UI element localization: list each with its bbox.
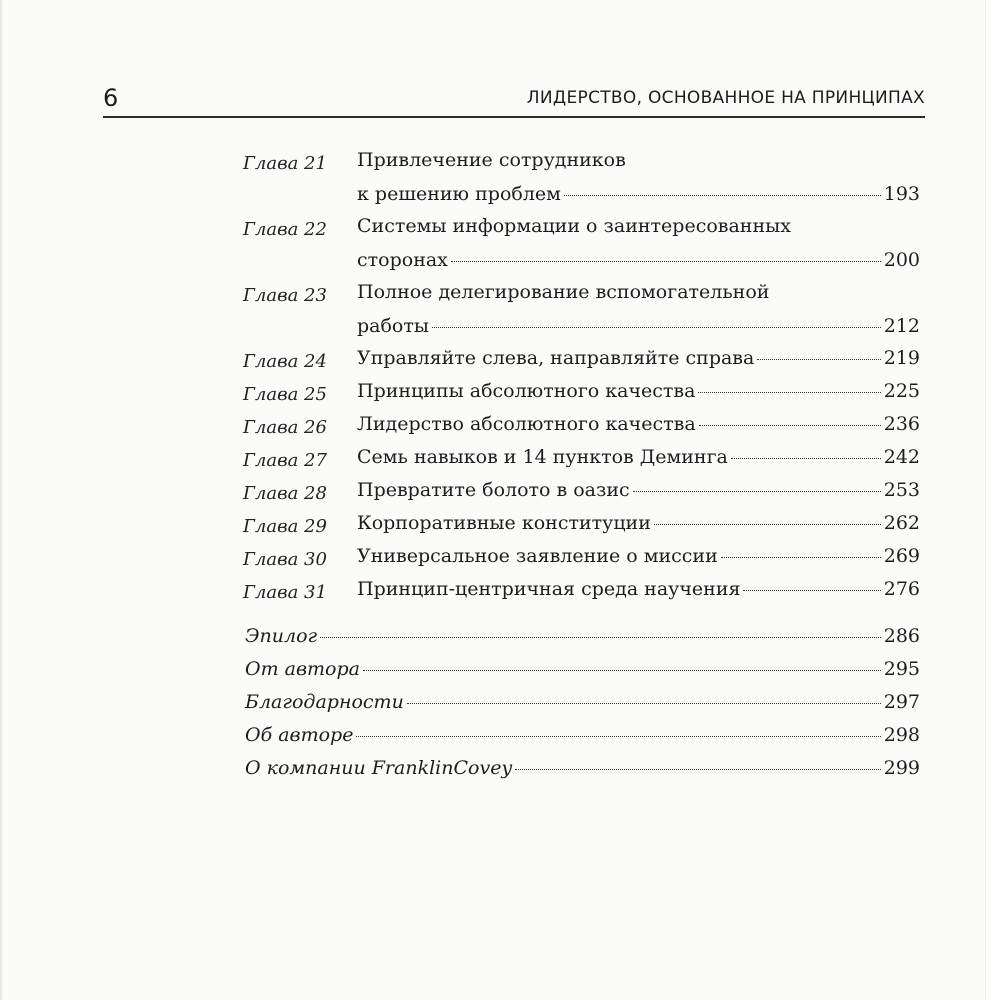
toc-title-line <box>245 625 920 655</box>
section-title: Благодарности <box>245 691 404 713</box>
page-ref: 212 <box>883 315 920 337</box>
chapter-title: Управляйте слева, направляйте справа <box>357 347 755 369</box>
dot-leader <box>654 524 881 525</box>
page-number: 6 <box>103 84 119 112</box>
toc-title-line <box>357 545 920 575</box>
toc-title-line <box>245 724 920 754</box>
chapter-label: Глава 23 <box>243 285 327 306</box>
toc-title-line <box>357 347 920 377</box>
chapter-title: Системы информации о заинтересованных <box>357 215 791 237</box>
dot-leader <box>757 359 880 360</box>
dot-leader <box>432 327 881 328</box>
chapter-label: Глава 26 <box>243 417 327 438</box>
chapter-label: Глава 22 <box>243 219 327 240</box>
chapter-title: Привлечение сотрудников <box>357 149 626 171</box>
chapter-title: Принципы абсолютного качества <box>357 380 696 402</box>
chapter-title: Лидерство абсолютного качества <box>357 413 696 435</box>
dot-leader <box>699 425 881 426</box>
dot-leader <box>515 769 881 770</box>
page-ref: 295 <box>883 658 920 680</box>
toc-title-line-2 <box>357 249 920 279</box>
toc-title-line <box>357 413 920 443</box>
section-title: Эпилог <box>245 625 318 647</box>
page-ref: 219 <box>883 347 920 369</box>
dot-leader <box>721 557 881 558</box>
toc-title-line <box>357 578 920 608</box>
chapter-label: Глава 31 <box>243 582 327 603</box>
dot-leader <box>407 703 881 704</box>
page-ref: 262 <box>883 512 920 534</box>
toc-title-line <box>245 757 920 787</box>
toc-title-line <box>357 380 920 410</box>
chapter-label: Глава 28 <box>243 483 327 504</box>
chapter-title-cont: сторонах <box>357 249 448 271</box>
toc-title-line <box>245 691 920 721</box>
dot-leader <box>698 392 880 393</box>
page-ref: 269 <box>883 545 920 567</box>
dot-leader <box>743 590 880 591</box>
page-ref: 242 <box>883 446 920 468</box>
toc-title-line <box>357 479 920 509</box>
chapter-title: Универсальное заявление о миссии <box>357 545 718 567</box>
chapter-title: Семь навыков и 14 пунктов Деминга <box>357 446 728 468</box>
chapter-title: Превратите болото в оазис <box>357 479 630 501</box>
chapter-label: Глава 24 <box>243 351 327 372</box>
toc-title-line-1 <box>357 215 920 245</box>
toc-title-line <box>245 658 920 688</box>
toc-title-line-2 <box>357 183 920 213</box>
toc-title-line-1 <box>357 149 920 179</box>
chapter-label: Глава 29 <box>243 516 327 537</box>
page-ref: 286 <box>883 625 920 647</box>
page-ref: 236 <box>883 413 920 435</box>
chapter-title: Корпоративные конституции <box>357 512 651 534</box>
chapter-title: Принцип-центричная среда научения <box>357 578 741 600</box>
dot-leader <box>356 736 880 737</box>
page-ref: 276 <box>883 578 920 600</box>
chapter-title-cont: работы <box>357 315 430 337</box>
chapter-label: Глава 21 <box>243 153 327 174</box>
page-ref: 253 <box>883 479 920 501</box>
toc-title-line-2 <box>357 315 920 345</box>
dot-leader <box>731 458 881 459</box>
dot-leader <box>363 670 881 671</box>
chapter-label: Глава 25 <box>243 384 327 405</box>
toc-title-line <box>357 446 920 476</box>
toc-title-line <box>357 512 920 542</box>
page-ref: 200 <box>883 249 920 271</box>
page-ref: 193 <box>883 183 920 205</box>
running-title: ЛИДЕРСТВО, ОСНОВАННОЕ НА ПРИНЦИПАХ <box>526 88 925 108</box>
section-title: От автора <box>245 658 360 680</box>
chapter-label: Глава 30 <box>243 549 327 570</box>
dot-leader <box>320 637 881 638</box>
dot-leader <box>633 491 881 492</box>
page-ref: 298 <box>883 724 920 746</box>
chapter-title: Полное делегирование вспомогательной <box>357 281 770 303</box>
section-title: Об авторе <box>245 724 354 746</box>
section-title: О компании FranklinCovey <box>245 757 513 779</box>
chapter-label: Глава 27 <box>243 450 327 471</box>
page-ref: 297 <box>883 691 920 713</box>
dot-leader <box>451 261 881 262</box>
toc-title-line-1 <box>357 281 920 311</box>
page-ref: 299 <box>883 757 920 779</box>
dot-leader <box>564 195 881 196</box>
chapter-title-cont: к решению проблем <box>357 183 561 205</box>
page-ref: 225 <box>883 380 920 402</box>
